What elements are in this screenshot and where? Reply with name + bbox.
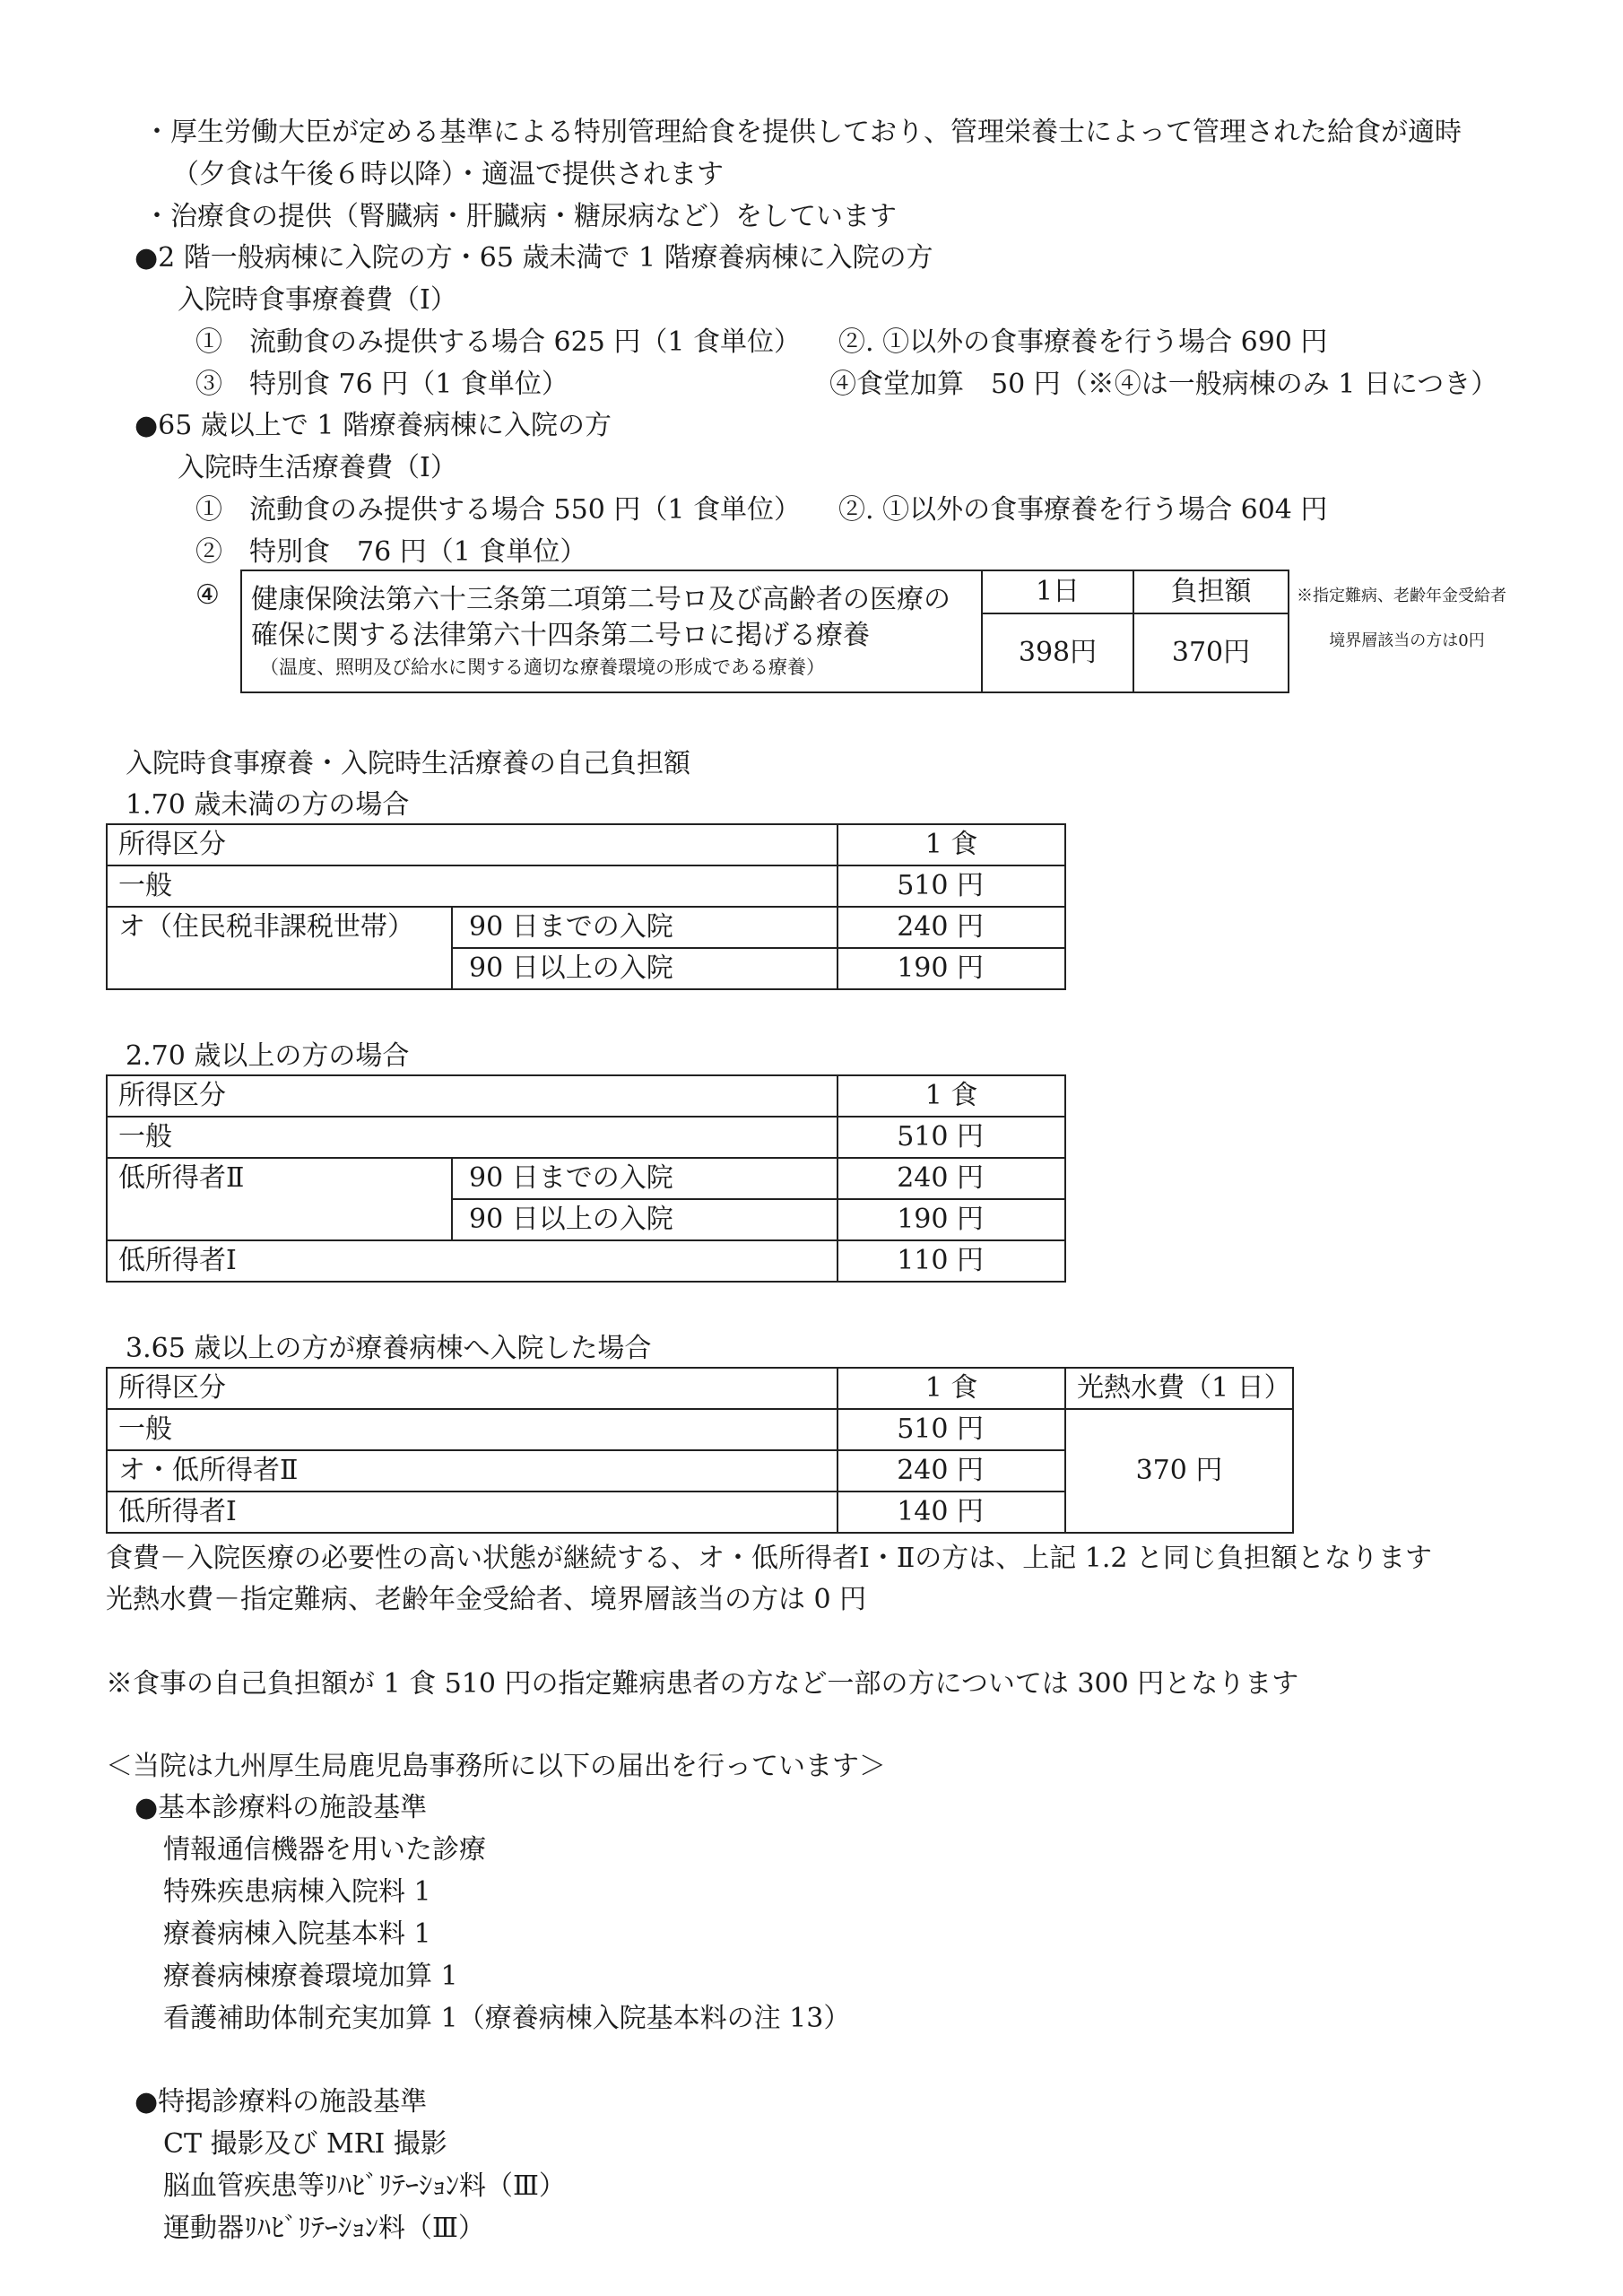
exemption-note-line-2: 境界層該当の方は0円 bbox=[1329, 631, 1485, 650]
basic-standard-item: 療養病棟入院基本料 1 bbox=[163, 1918, 431, 1950]
basic-standard-item: 特殊疾患病棟入院料 1 bbox=[163, 1876, 431, 1908]
legal-basis-line-2: 確保に関する法律第六十四条第二号ロに掲げる療養 bbox=[251, 620, 870, 651]
special-standards-heading: ●特掲診療料の施設基準 bbox=[135, 2086, 428, 2118]
table-row bbox=[107, 1117, 1065, 1158]
row-category: 一般 bbox=[107, 1409, 838, 1450]
row-value: 240 円 bbox=[838, 907, 1065, 948]
section2-item-3: ② 特別食 76 円（1 食単位） bbox=[195, 536, 587, 568]
header-utility: 光熱水費（1 日） bbox=[1065, 1368, 1293, 1409]
table2-caption: 2.70 歳以上の方の場合 bbox=[126, 1040, 410, 1072]
value-1day: 398円 bbox=[982, 613, 1133, 692]
intro-line-2: （夕食は午後６時以降）・適温で提供されます bbox=[172, 159, 724, 190]
row-subcategory: 90 日以上の入院 bbox=[452, 1199, 838, 1240]
row-category: 低所得者Ⅰ bbox=[107, 1240, 838, 1282]
table-row bbox=[107, 1075, 1065, 1117]
table-row bbox=[107, 824, 1065, 865]
intro-line-1: ・厚生労働大臣が定める基準による特別管理給食を提供しており、管理栄養士によって管理された給食が適時 bbox=[143, 117, 1462, 148]
header-per-meal: 1 食 bbox=[838, 1075, 1065, 1117]
table-row bbox=[107, 1368, 1293, 1409]
header-category: 所得区分 bbox=[107, 1368, 838, 1409]
table-row bbox=[107, 1409, 1293, 1450]
row-value: 510 円 bbox=[838, 1117, 1065, 1158]
row-value: 140 円 bbox=[838, 1492, 1065, 1533]
table2-70-and-over bbox=[106, 1074, 1066, 1283]
table3-caption: 3.65 歳以上の方が療養病棟へ入院した場合 bbox=[126, 1333, 652, 1364]
intro-line-3: ・治療食の提供（腎臓病・肝臓病・糖尿病など）をしています bbox=[143, 201, 897, 232]
row-subcategory: 90 日以上の入院 bbox=[452, 948, 838, 989]
section2-subheading: 入院時生活療養費（Ⅰ） bbox=[178, 452, 457, 483]
legal-basis-cell bbox=[241, 570, 982, 692]
special-standard-item: 脳血管疾患等ﾘﾊﾋﾞﾘﾃｰｼｮﾝ料（Ⅲ） bbox=[163, 2170, 566, 2202]
section2-item-2: ②. ①以外の食事療養を行う場合 604 円 bbox=[838, 494, 1328, 526]
header-category: 所得区分 bbox=[107, 824, 838, 865]
table1-under-70 bbox=[106, 823, 1066, 990]
header-1day: 1日 bbox=[982, 570, 1133, 613]
note-intractable-disease: ※食事の自己負担額が 1 食 510 円の指定難病患者の方など一部の方については 300 円となります bbox=[106, 1668, 1299, 1700]
section2-item-4-number: ④ bbox=[195, 579, 220, 611]
section1-item-4: ④食堂加算 50 円（※④は一般病棟のみ 1 日につき） bbox=[829, 369, 1498, 400]
basic-standards-heading: ●基本診療料の施設基準 bbox=[135, 1792, 428, 1823]
basic-standard-item: 情報通信機器を用いた診療 bbox=[163, 1834, 486, 1866]
self-payment-title: 入院時食事療養・入院時生活療養の自己負担額 bbox=[126, 748, 690, 779]
table1-caption: 1.70 歳未満の方の場合 bbox=[126, 789, 410, 821]
section1-item-3: ③ 特別食 76 円（1 食単位） bbox=[195, 369, 568, 400]
header-category: 所得区分 bbox=[107, 1075, 838, 1117]
exemption-note-line-1: ※指定難病、老齢年金受給者 bbox=[1297, 587, 1506, 605]
table-row bbox=[107, 1240, 1065, 1282]
utility-value: 370 円 bbox=[1065, 1409, 1293, 1533]
notice-heading: ＜当院は九州厚生局鹿児島事務所に以下の届出を行っています＞ bbox=[106, 1751, 886, 1782]
header-per-meal: 1 食 bbox=[838, 1368, 1065, 1409]
table-row bbox=[241, 570, 1289, 613]
basic-standard-item: 療養病棟療養環境加算 1 bbox=[163, 1961, 458, 1992]
table-row bbox=[107, 907, 1065, 948]
table-row bbox=[107, 865, 1065, 907]
row-subcategory: 90 日までの入院 bbox=[452, 907, 838, 948]
section1-subheading: 入院時食事療養費（Ⅰ） bbox=[178, 284, 457, 316]
row-category: 低所得者Ⅱ bbox=[107, 1158, 452, 1240]
section2-item-1: ① 流動食のみ提供する場合 550 円（1 食単位） bbox=[195, 494, 801, 526]
row-category: オ（住民税非課税世帯） bbox=[107, 907, 452, 989]
section1-item-1: ① 流動食のみ提供する場合 625 円（1 食単位） bbox=[195, 326, 801, 358]
living-care-table bbox=[240, 570, 1289, 693]
legal-basis-line-3: （温度、照明及び給水に関する適切な療養環境の形成である療養） bbox=[260, 657, 825, 678]
row-value: 240 円 bbox=[838, 1450, 1065, 1492]
row-category: 一般 bbox=[107, 1117, 838, 1158]
row-value: 510 円 bbox=[838, 865, 1065, 907]
row-category: 一般 bbox=[107, 865, 838, 907]
header-burden: 負担額 bbox=[1133, 570, 1289, 613]
row-value: 190 円 bbox=[838, 1199, 1065, 1240]
row-subcategory: 90 日までの入院 bbox=[452, 1158, 838, 1199]
table3-ltc-ward bbox=[106, 1367, 1294, 1534]
note-utility-cost: 光熱水費－指定難病、老齢年金受給者、境界層該当の方は 0 円 bbox=[106, 1584, 867, 1615]
row-value: 240 円 bbox=[838, 1158, 1065, 1199]
basic-standard-item: 看護補助体制充実加算 1（療養病棟入院基本料の注 13） bbox=[163, 2003, 851, 2034]
special-standard-item: CT 撮影及び MRI 撮影 bbox=[163, 2128, 447, 2160]
value-burden: 370円 bbox=[1133, 613, 1289, 692]
section1-heading: ●2 階一般病棟に入院の方・65 歳未満で 1 階療養病棟に入院の方 bbox=[135, 242, 933, 274]
row-value: 110 円 bbox=[838, 1240, 1065, 1282]
row-category: オ・低所得者Ⅱ bbox=[107, 1450, 838, 1492]
special-standard-item: 運動器ﾘﾊﾋﾞﾘﾃｰｼｮﾝ料（Ⅲ） bbox=[163, 2213, 485, 2244]
header-per-meal: 1 食 bbox=[838, 824, 1065, 865]
section1-item-2: ②. ①以外の食事療養を行う場合 690 円 bbox=[838, 326, 1328, 358]
table-row bbox=[107, 1158, 1065, 1199]
note-food-cost: 食費－入院医療の必要性の高い状態が継続する、オ・低所得者Ⅰ・Ⅱの方は、上記 1.2 と同じ負担額となります bbox=[106, 1543, 1433, 1574]
row-value: 190 円 bbox=[838, 948, 1065, 989]
legal-basis-line-1: 健康保険法第六十三条第二項第二号ロ及び高齢者の医療の bbox=[251, 584, 950, 615]
row-category: 低所得者Ⅰ bbox=[107, 1492, 838, 1533]
row-value: 510 円 bbox=[838, 1409, 1065, 1450]
section2-heading: ●65 歳以上で 1 階療養病棟に入院の方 bbox=[135, 410, 612, 441]
